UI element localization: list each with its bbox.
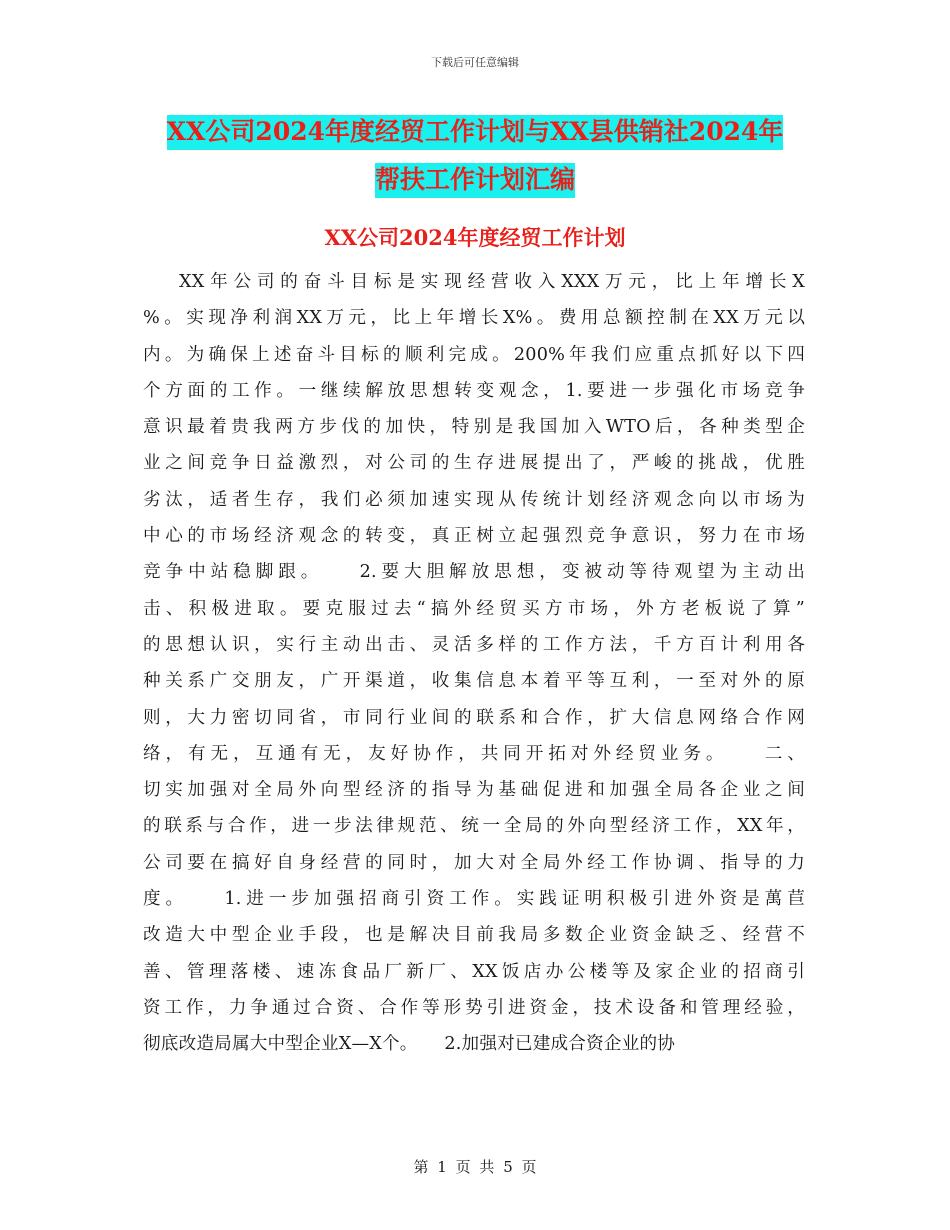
body-line: 中心的市场经济观念的转变，真正树立起强烈竞争意识，努力在市场 xyxy=(143,526,805,547)
footer-total-pages: 5 xyxy=(503,1158,513,1176)
body-line: 种关系广交朋友，广开渠道，收集信息本着平等互利，一至对外的原 xyxy=(143,671,805,692)
body-line: 改造大中型企业手段，也是解决目前我局多数企业资金缺乏、经营不 xyxy=(143,925,805,946)
body-line: 意识最着贵我两方步伐的加快，特别是我国加入WTO后，各种类型企 xyxy=(143,417,805,438)
body-line: 度。 1.进一步加强招商引资工作。实践证明积极引进外资是萬苣 xyxy=(143,889,805,910)
body-line: 彻底改造局属大中型企业X—X个。 2.加强对已建成合资企业的协 xyxy=(143,1034,676,1055)
body-line: 善、管理落楼、速冻食品厂新厂、XX饭店办公楼等及家企业的招商引 xyxy=(143,961,805,982)
body-line: 劣汰，适者生存，我们必须加速实现从传统计划经济观念向以市场为 xyxy=(143,489,805,510)
document-title-line-2: 帮扶工作计划汇编 xyxy=(375,163,575,198)
body-line: 的联系与合作，进一步法律规范、统一全局的外向型经济工作，XX年， xyxy=(143,816,805,837)
body-line: 切实加强对全局外向型经济的指导为基础促进和加强全局各企业之间 xyxy=(143,780,805,801)
body-line: 击、积极进取。要克服过去“搞外经贸买方市场，外方老板说了算” xyxy=(143,598,805,619)
body-line: 资工作，力争通过合资、合作等形势引进资金，技术设备和管理经验， xyxy=(143,997,805,1018)
body-line: 个方面的工作。一继续解放思想转变观念，1.要进一步强化市场竞争 xyxy=(143,380,805,401)
body-line: 公司要在搞好自身经营的同时，加大对全局外经工作协调、指导的力 xyxy=(143,852,805,873)
page-footer xyxy=(0,1156,950,1177)
page-header-note: 下载后可任意编辑 xyxy=(431,56,519,69)
footer-ye: 页 xyxy=(455,1158,471,1176)
body-paragraph xyxy=(143,264,805,1063)
body-line: 则，大力密切同省，市同行业间的联系和合作，扩大信息网络合作网 xyxy=(143,707,805,728)
body-line: 内。为确保上述奋斗目标的顺利完成。200%年我们应重点抓好以下四 xyxy=(143,344,805,365)
body-line: XX年公司的奋斗目标是实现经营收入XXX万元，比上年增长X xyxy=(179,272,805,292)
body-line: 业之间竞争日益激烈，对公司的生存进展提出了，严峻的挑战，优胜 xyxy=(143,453,805,474)
body-line: 络，有无，互通有无，友好协作，共同开拓对外经贸业务。 二、 xyxy=(143,743,805,764)
footer-gong: 共 xyxy=(479,1158,495,1176)
body-line: %。实现净利润XX万元，比上年增长X%。费用总额控制在XX万元以 xyxy=(143,308,805,329)
document-title-line-1: XX公司2024年度经贸工作计划与XX县供销社2024年 xyxy=(167,115,784,150)
section-heading: XX公司2024年度经贸工作计划 xyxy=(324,225,626,250)
body-line: 的思想认识，实行主动出击、灵活多样的工作方法，千方百计利用各 xyxy=(143,634,805,655)
footer-di: 第 xyxy=(413,1158,429,1176)
document-title xyxy=(0,108,950,204)
body-line: 竞争中站稳脚跟。 2.要大胆解放思想，变被动等待观望为主动出 xyxy=(143,562,805,583)
footer-page-number: 1 xyxy=(437,1158,447,1176)
footer-ye-2: 页 xyxy=(521,1158,537,1176)
